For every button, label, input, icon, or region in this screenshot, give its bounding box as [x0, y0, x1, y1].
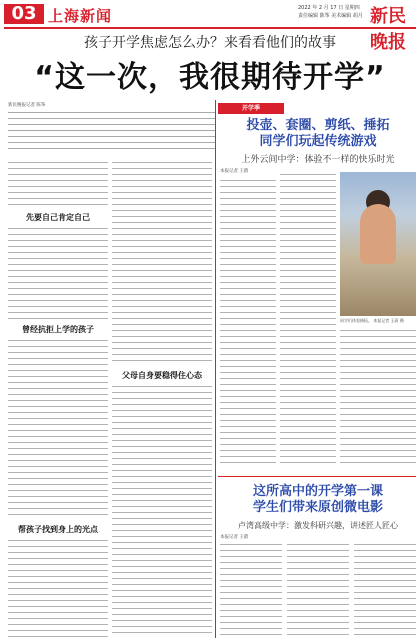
section-banner: 开学季 — [218, 103, 284, 114]
left-subhead-4: 帮孩子找到身上的光点 — [18, 525, 98, 534]
left-col-2-text-a — [112, 160, 212, 366]
intro-paragraph — [8, 110, 216, 152]
bottom-byline: 本报记者 王蔚 — [220, 535, 249, 540]
left-col-2-text-b — [112, 384, 212, 638]
section-title: 上海新闻 — [48, 7, 113, 25]
left-col-1-text-a — [8, 160, 108, 208]
page-number: 03 — [4, 4, 44, 24]
header-rule — [4, 27, 416, 29]
photo-figure-body — [360, 204, 396, 264]
kicker: 孩子开学焦虑怎么办？来看看他们的故事 — [84, 35, 336, 51]
left-subhead-1: 先要自己肯定自己 — [26, 213, 90, 222]
bottom-headline: 这所高中的开学第一课 学生们带来原创微电影 — [252, 484, 383, 515]
bottom-col-1-text — [220, 542, 282, 638]
left-col-1-text-c — [8, 338, 108, 520]
right-col-1-text — [220, 178, 276, 468]
left-col-1-text-d — [8, 538, 108, 638]
right-col-3-text — [340, 328, 416, 468]
issue-date: 2022 年 2 月 17 日 星期四 — [298, 5, 360, 11]
column-divider — [215, 100, 216, 638]
right-headline: 投壶、套圈、剪纸、捶拓 同学们玩起传统游戏 — [246, 118, 390, 149]
left-subhead-3: 父母自身要稳得住心态 — [122, 371, 202, 380]
main-headline: “这一次，我很期待开学” — [34, 60, 386, 95]
editor-line: 责任编辑 陈筝 美术编辑 胡月 — [298, 13, 363, 19]
right-col-2-text — [280, 172, 336, 468]
photo-caption: 同学们体验捶拓。 本报记者 王蔚 摄 — [340, 318, 404, 323]
right-subline: 上外云间中学：体验不一样的快乐时光 — [241, 155, 395, 165]
left-col-1-text-b — [8, 226, 108, 320]
bottom-subline: 卢湾高级中学：激发科研兴趣，讲述匠人匠心 — [238, 521, 398, 530]
newspaper-logo: 新民晚报 — [370, 6, 406, 53]
bottom-col-3-text — [354, 542, 416, 638]
bottom-rule — [218, 476, 416, 477]
left-subhead-2: 曾经抗拒上学的孩子 — [22, 325, 94, 334]
left-byline: 新民晚报记者 陈筝 — [8, 103, 46, 108]
bottom-col-2-text — [287, 542, 349, 638]
right-byline: 本报记者 王蔚 — [220, 169, 249, 174]
article-photo — [340, 172, 416, 316]
